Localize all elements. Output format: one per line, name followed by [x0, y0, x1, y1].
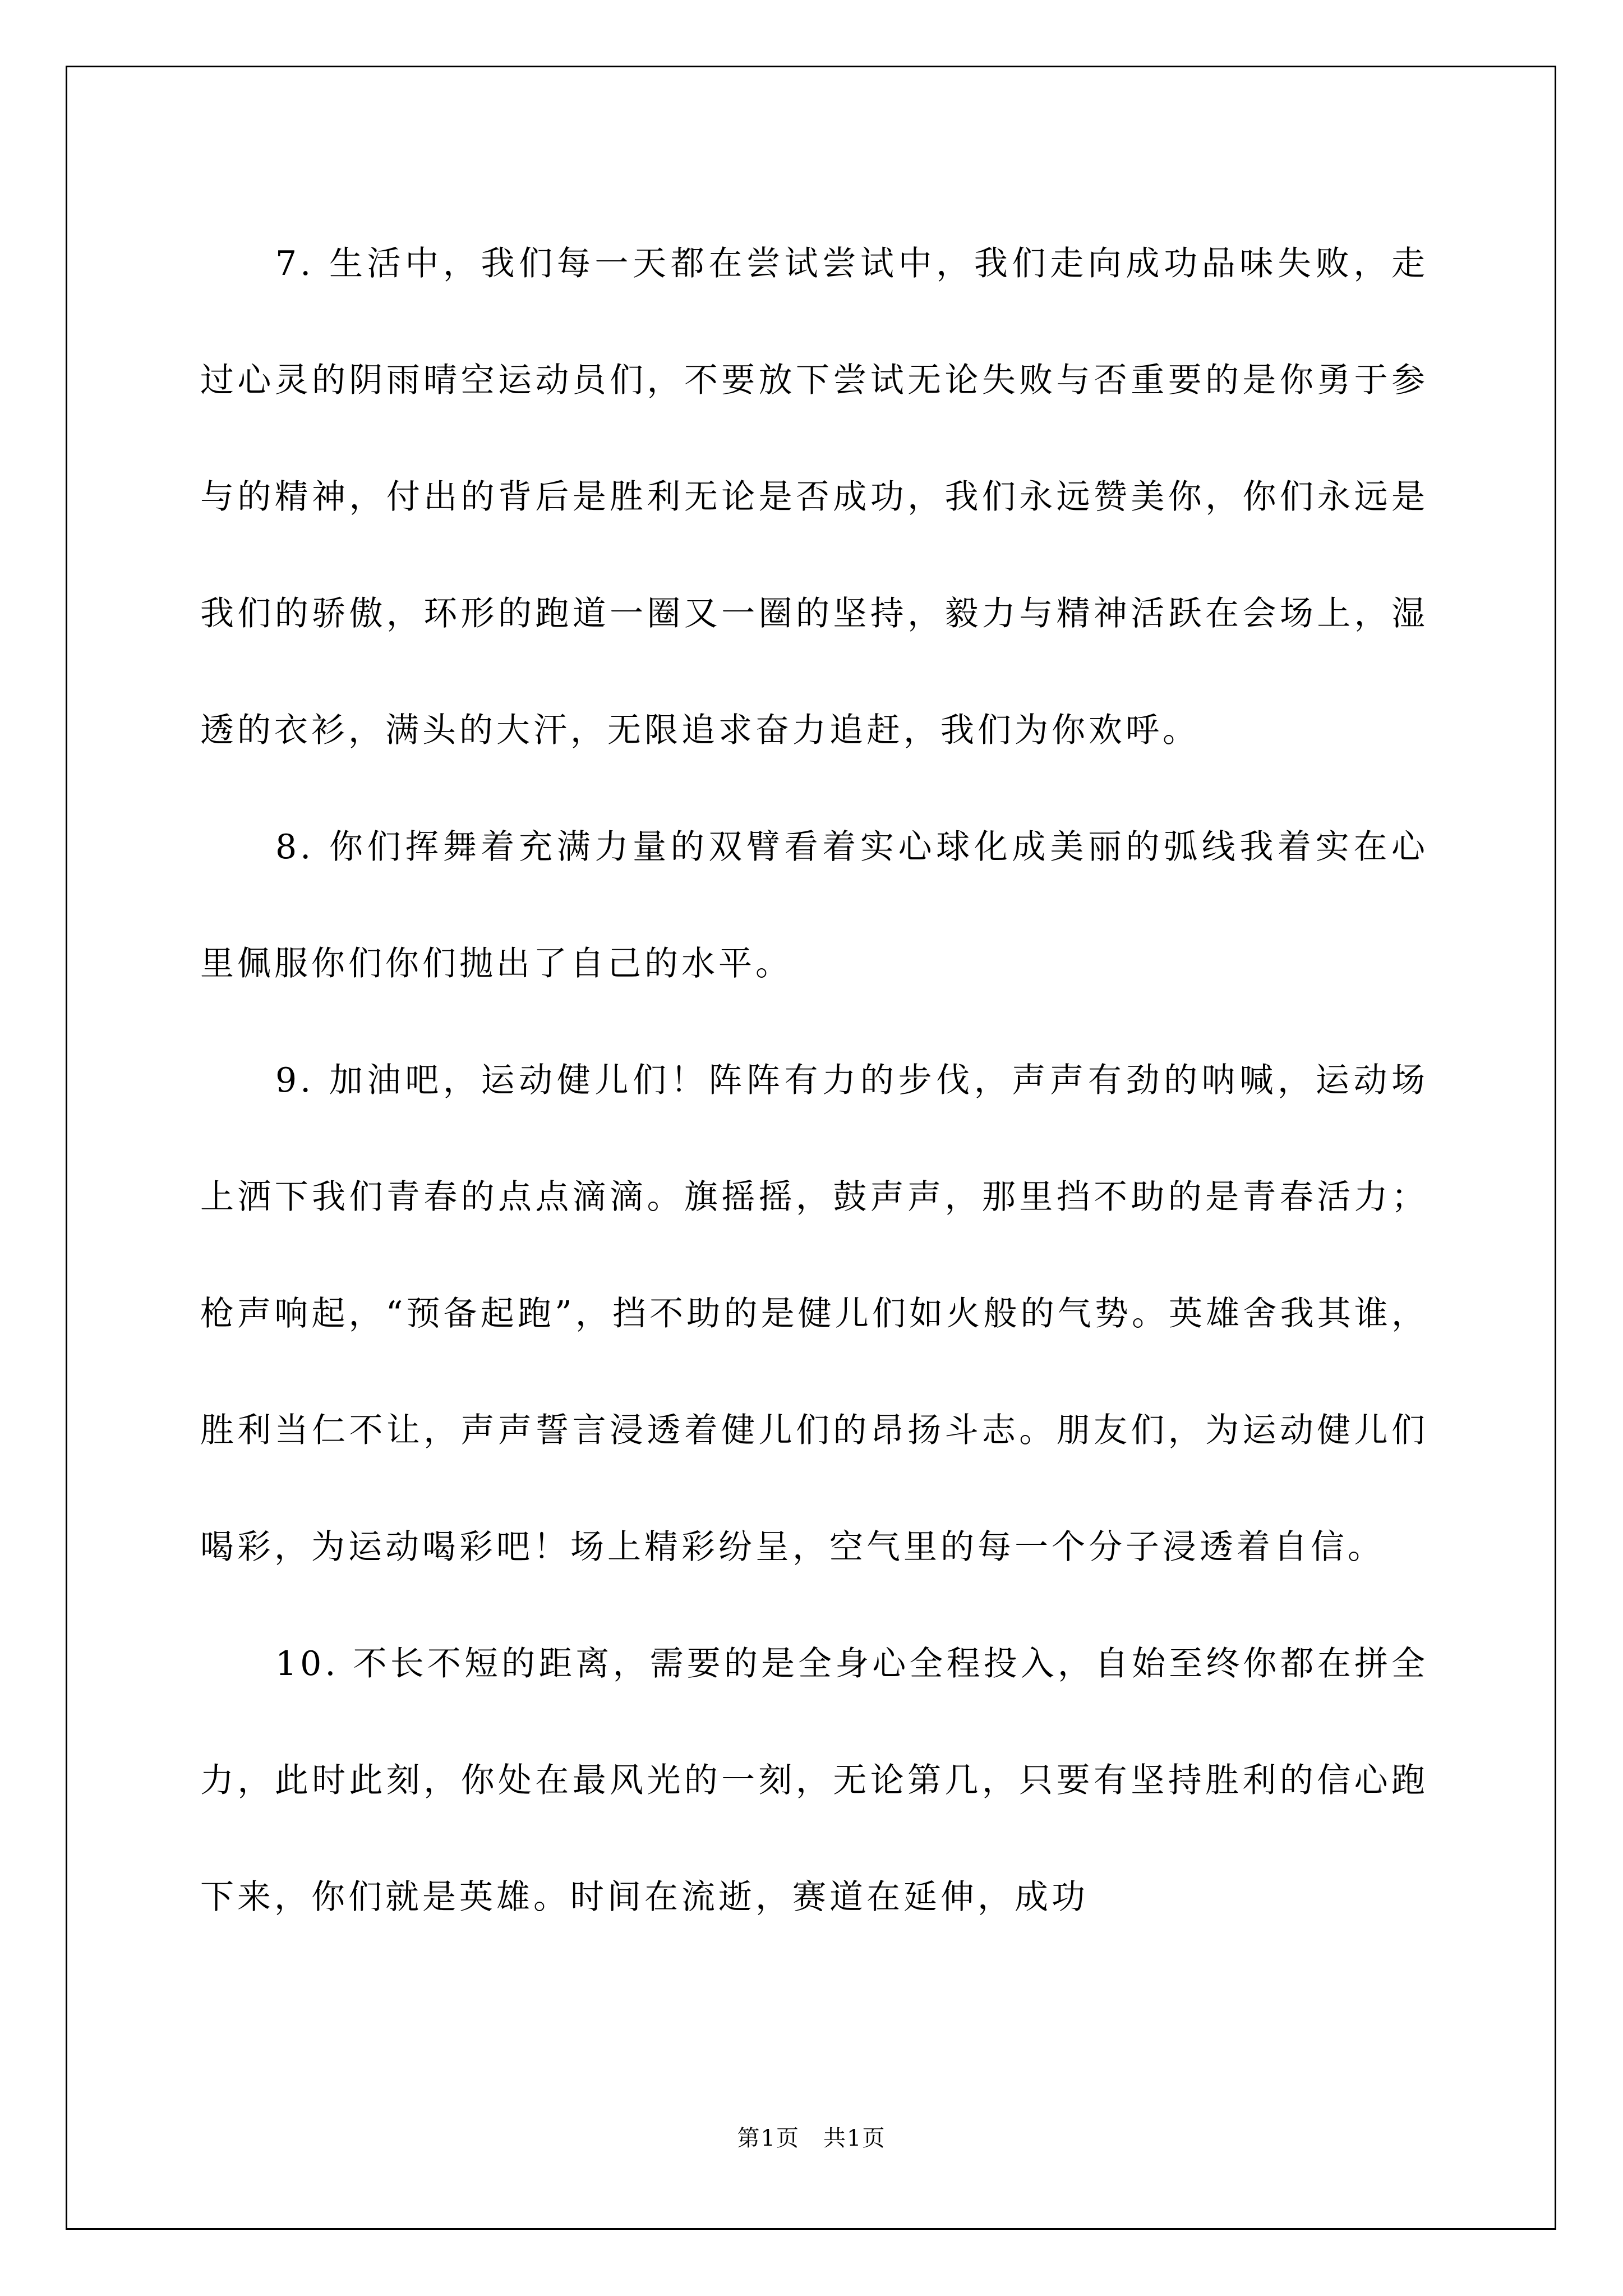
- paragraph-10: 10. 不长不短的距离，需要的是全身心全程投入，自始至终你都在拼全力，此时此刻，你处在最风光的一刻，无论第几，只要有坚持胜利的信心跑下来，你们就是英雄。时间在流逝，赛道在延伸，成功: [200, 1644, 1428, 1917]
- paragraph-8: 8. 你们挥舞着充满力量的双臂看着实心球化成美丽的弧线我着实在心里佩服你们你们抛出了自己的水平。: [200, 827, 1428, 983]
- document-body: [200, 205, 1428, 1955]
- paragraph-7: 7. 生活中，我们每一天都在尝试尝试中，我们走向成功品味失败，走过心灵的阴雨晴空运动员们，不要放下尝试无论失败与否重要的是你勇于参与的精神，付出的背后是胜利无论是否成功，我们永远赞美你，你们永远是我们的骄傲，环形的跑道一圈又一圈的坚持，毅力与精神活跃在会场上，湿透的衣衫，满头的大汗，无限追求奋力追赶，我们为你欢呼。: [200, 244, 1428, 750]
- paragraph-9: 9. 加油吧，运动健儿们！阵阵有力的步伐，声声有劲的呐喊，运动场上洒下我们青春的点点滴滴。旗摇摇，鼓声声，那里挡不助的是青春活力；枪声响起，“预备起跑”，挡不助的是健儿们如火般的气势。英雄舍我其谁，胜利当仁不让，声声誓言浸透着健儿们的昂扬斗志。朋友们，为运动健儿们喝彩，为运动喝彩吧！场上精彩纷呈，空气里的每一个分子浸透着自信。: [200, 1061, 1428, 1567]
- page-number-footer: 第1页 共1页: [737, 2125, 886, 2151]
